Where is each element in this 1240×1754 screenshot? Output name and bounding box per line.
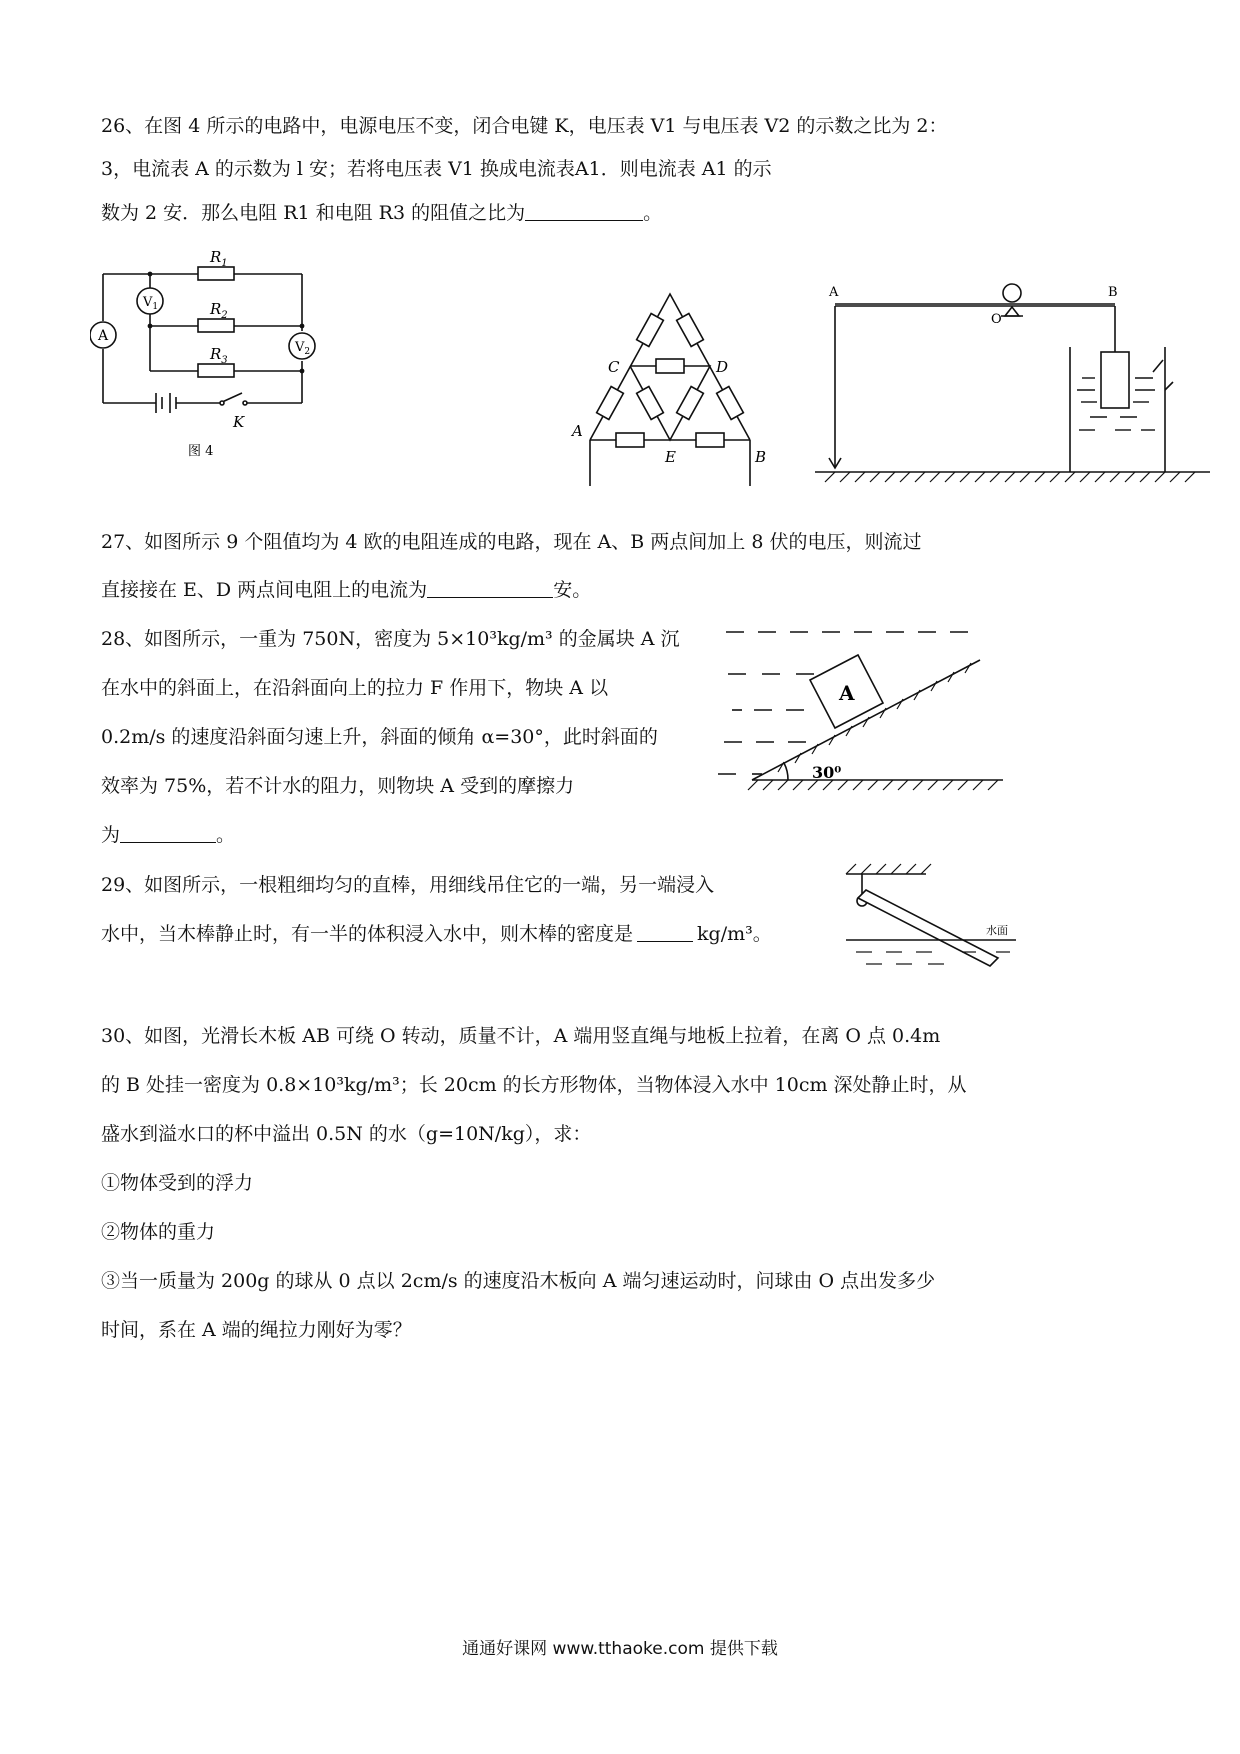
q28-answer-blank — [120, 824, 216, 843]
q28-line-1: 28、如图所示，一重为 750N，密度为 5×10³kg/m³ 的金属块 A 沉 — [101, 628, 680, 650]
q28-line-5 — [101, 823, 235, 847]
node-a-label: A — [572, 422, 583, 440]
node-b-label: B — [755, 448, 767, 466]
rod-figure — [836, 862, 1026, 972]
lever-a-label: A — [829, 285, 839, 300]
q29-line-1: 29、如图所示，一根粗细均匀的直棒，用细线吊住它的一端，另一端浸入 — [101, 874, 715, 896]
r1-label: $R_1$ — [210, 248, 228, 269]
q26-line-3-end: 。 — [643, 202, 663, 224]
q27-line-1: 27、如图所示 9 个阻值均为 4 欧的电阻连成的电路，现在 A、B 两点间加上 8 伏的电压，则流过 — [101, 531, 922, 553]
q26-answer-blank — [525, 202, 643, 221]
q28-line-2: 在水中的斜面上，在沿斜面向上的拉力 F 作用下，物块 A 以 — [101, 677, 609, 699]
q28-line-4: 效率为 75%，若不计水的阻力，则物块 A 受到的摩擦力 — [101, 775, 575, 797]
q29-answer-blank — [637, 923, 693, 942]
q27-line-2 — [101, 578, 591, 602]
q30-line-1: 30、如图，光滑长木板 AB 可绕 O 转动，质量不计，A 端用竖直绳与地板上拉着，在离 O 点 0.4m — [101, 1025, 941, 1047]
q30-item-1: ①物体受到的浮力 — [101, 1172, 254, 1194]
page-footer: 通通好课网 www.tthaoke.com 提供下载 — [462, 1639, 778, 1659]
v1-label: $V_1$ — [143, 295, 159, 312]
water-surface-label: 水面 — [986, 924, 1008, 937]
q26-line-3-text: 数为 2 安．那么电阻 R1 和电阻 R3 的阻值之比为 — [101, 202, 526, 224]
q30-line-2: 的 B 处挂一密度为 0.8×10³kg/m³；长 20cm 的长方形物体，当物体浸入水中 10cm 深处静止时，从 — [101, 1074, 967, 1096]
q27-line-2-end: 安。 — [553, 579, 592, 601]
incline-figure — [718, 620, 1018, 800]
q26-line-2: 3，电流表 A 的示数为 l 安；若将电压表 V1 换成电流表A1．则电流表 A1 的示 — [101, 158, 772, 180]
ammeter-label: A — [97, 328, 109, 344]
q28-line-3: 0.2m/s 的速度沿斜面匀速上升，斜面的倾角 α=30°，此时斜面的 — [101, 726, 658, 748]
lever-b-label: B — [1108, 285, 1118, 300]
q29-line-2 — [101, 922, 772, 946]
q30-item-2: ②物体的重力 — [101, 1221, 216, 1243]
q30-item-3-line-1: ③当一质量为 200g 的球从 0 点以 2cm/s 的速度沿木板向 A 端匀速运动时，问球由 O 点出发多少 — [101, 1270, 936, 1292]
angle-label: 30⁰ — [812, 763, 842, 782]
node-d-label: D — [716, 358, 729, 376]
node-c-label: C — [608, 358, 620, 376]
q28-line-5-text: 为 — [101, 824, 121, 846]
switch-k-label: K — [233, 413, 245, 431]
q28-line-5-end: 。 — [216, 824, 236, 846]
lever-o-label: O — [991, 312, 1002, 327]
block-a-label: A — [839, 681, 855, 705]
v2-label: $V_2$ — [295, 340, 311, 357]
figure-4-caption: 图 4 — [188, 444, 214, 459]
circuit-figure-4 — [90, 245, 370, 513]
q30-line-3: 盛水到溢水口的杯中溢出 0.5N 的水（g=10N/kg），求： — [101, 1123, 592, 1145]
q30-item-3-line-2: 时间，系在 A 端的绳拉力刚好为零？ — [101, 1319, 412, 1341]
q27-line-2-text: 直接接在 E、D 两点间电阻上的电流为 — [101, 579, 428, 601]
r2-label: $R_2$ — [210, 300, 228, 321]
q27-answer-blank — [427, 579, 553, 598]
lever-figure — [815, 282, 1210, 494]
node-e-label: E — [665, 448, 676, 466]
q29-line-2-unit: kg/m³。 — [697, 923, 772, 945]
q29-line-2-text: 水中，当木棒静止时，有一半的体积浸入水中，则木棒的密度是 — [101, 923, 634, 945]
resistor-network-figure — [570, 290, 790, 495]
r3-label: $R_3$ — [210, 345, 228, 366]
q26-line-3 — [101, 201, 662, 225]
q26-line-1: 26、在图 4 所示的电路中，电源电压不变，闭合电键 K，电压表 V1 与电压表 V2 的示数之比为 2： — [101, 115, 948, 137]
